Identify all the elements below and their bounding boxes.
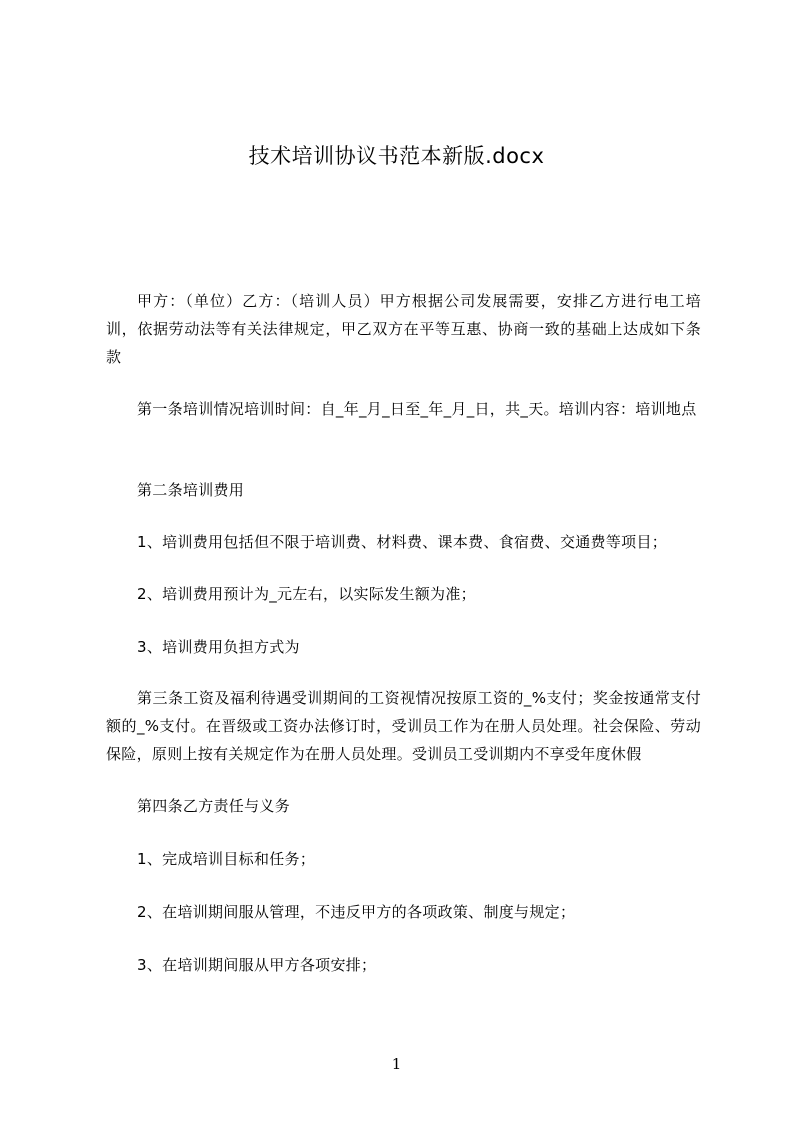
paragraph-article-1: 第一条培训情况培训时间：自_年_月_日至_年_月_日，共_天。培训内容：培训地点	[137, 400, 697, 418]
paragraph-parties: 甲方：（单位）乙方：（培训人员）甲方根据公司发展需要，安排乙方进行电工培训，依据劳动法等有关法律规定，甲乙双方在平等互惠、协商一致的基础上达成如下条款	[106, 292, 701, 366]
page-number: 1	[391, 1055, 402, 1073]
paragraph-article-2-item-1: 1、培训费用包括但不限于培训费、材料费、课本费、食宿费、交通费等项目；	[137, 533, 668, 551]
document-title: 技术培训协议书范本新版.docx	[248, 144, 545, 168]
paragraph-article-2-item-2: 2、培训费用预计为_元左右，以实际发生额为准；	[137, 585, 476, 603]
paragraph-article-4-item-3: 3、在培训期间服从甲方各项安排；	[137, 956, 377, 974]
paragraph-article-4-item-2: 2、在培训期间服从管理，不违反甲方的各项政策、制度与规定；	[137, 903, 576, 921]
paragraph-article-4-item-1: 1、完成培训目标和任务；	[137, 850, 316, 868]
paragraph-article-4-heading: 第四条乙方责任与义务	[137, 797, 291, 815]
paragraph-article-2-item-3: 3、培训费用负担方式为	[137, 638, 300, 656]
paragraph-article-2-heading: 第二条培训费用	[137, 481, 245, 499]
paragraph-article-3: 第三条工资及福利待遇受训期间的工资视情况按原工资的_%支付；奖金按通常支付额的_%支付。在晋级或工资办法修订时，受训员工作为在册人员处理。社会保险、劳动保险，原则上按有关规定作为在册人员处理。受训员工受训期内不享受年度休假	[106, 689, 701, 763]
